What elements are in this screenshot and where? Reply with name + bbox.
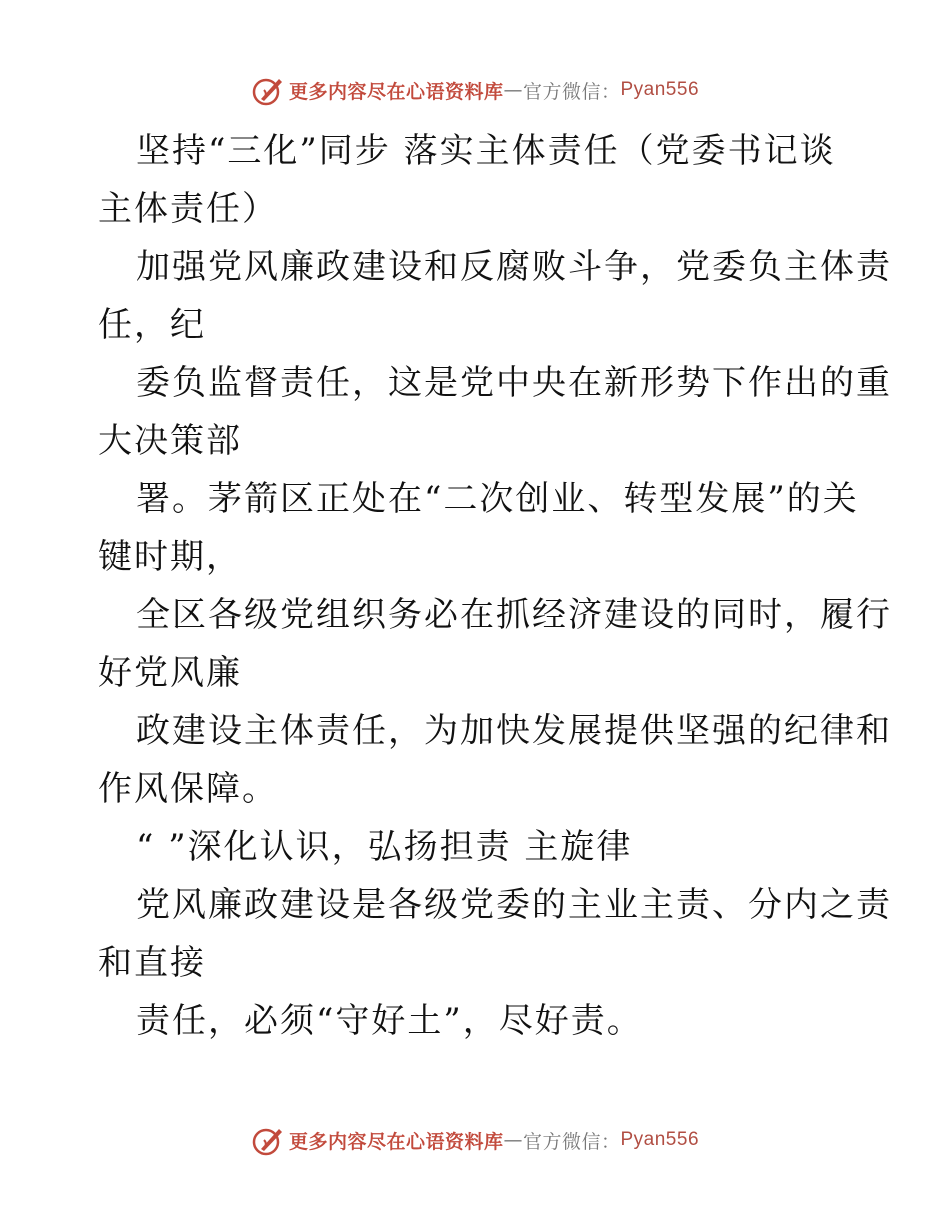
quill-pen-logo-icon xyxy=(251,1123,285,1157)
document-line: 加强党风廉政建设和反腐败斗争，党委负主体责 xyxy=(136,247,892,287)
document-line: 委负监督责任，这是党中央在新形势下作出的重 xyxy=(136,363,892,403)
document-line: 政建设主体责任，为加快发展提供坚强的纪律和 xyxy=(136,711,892,751)
watermark-brand-text: 更多内容尽在心语资料库 xyxy=(288,1130,504,1153)
quill-pen-logo-icon xyxy=(251,73,285,107)
watermark-separator: — xyxy=(503,1129,523,1151)
document-line: 和直接 xyxy=(98,943,206,983)
document-line: 作风保障。 xyxy=(98,769,278,809)
document-line: “ ”深化认识，弘扬担责 主旋律 xyxy=(136,827,633,867)
watermark-wechat-label: 官方微信： xyxy=(522,1130,621,1153)
document-line: 坚持“三化”同步 落实主体责任（党委书记谈 xyxy=(136,131,836,171)
document-body xyxy=(98,122,892,1050)
document-line: 署。茅箭区正处在“二次创业、转型发展”的关 xyxy=(136,479,859,519)
watermark-separator: — xyxy=(503,79,523,101)
watermark-footer xyxy=(0,1120,950,1160)
document-line: 责任，必须“守好土”，尽好责。 xyxy=(136,1001,643,1041)
watermark-wechat-label: 官方微信： xyxy=(522,80,621,103)
document-line: 主体责任） xyxy=(98,189,278,229)
watermark-wechat-id: Pyan556 xyxy=(620,79,700,100)
document-line: 任，纪 xyxy=(98,305,206,345)
watermark-brand-text: 更多内容尽在心语资料库 xyxy=(288,80,504,103)
document-line: 好党风廉 xyxy=(98,653,242,693)
document-line: 键时期， xyxy=(98,537,242,577)
document-line: 全区各级党组织务必在抓经济建设的同时，履行 xyxy=(136,595,892,635)
watermark-header xyxy=(0,70,950,110)
document-line: 大决策部 xyxy=(98,421,242,461)
watermark-wechat-id: Pyan556 xyxy=(620,1129,700,1150)
document-line: 党风廉政建设是各级党委的主业主责、分内之责 xyxy=(136,885,892,925)
